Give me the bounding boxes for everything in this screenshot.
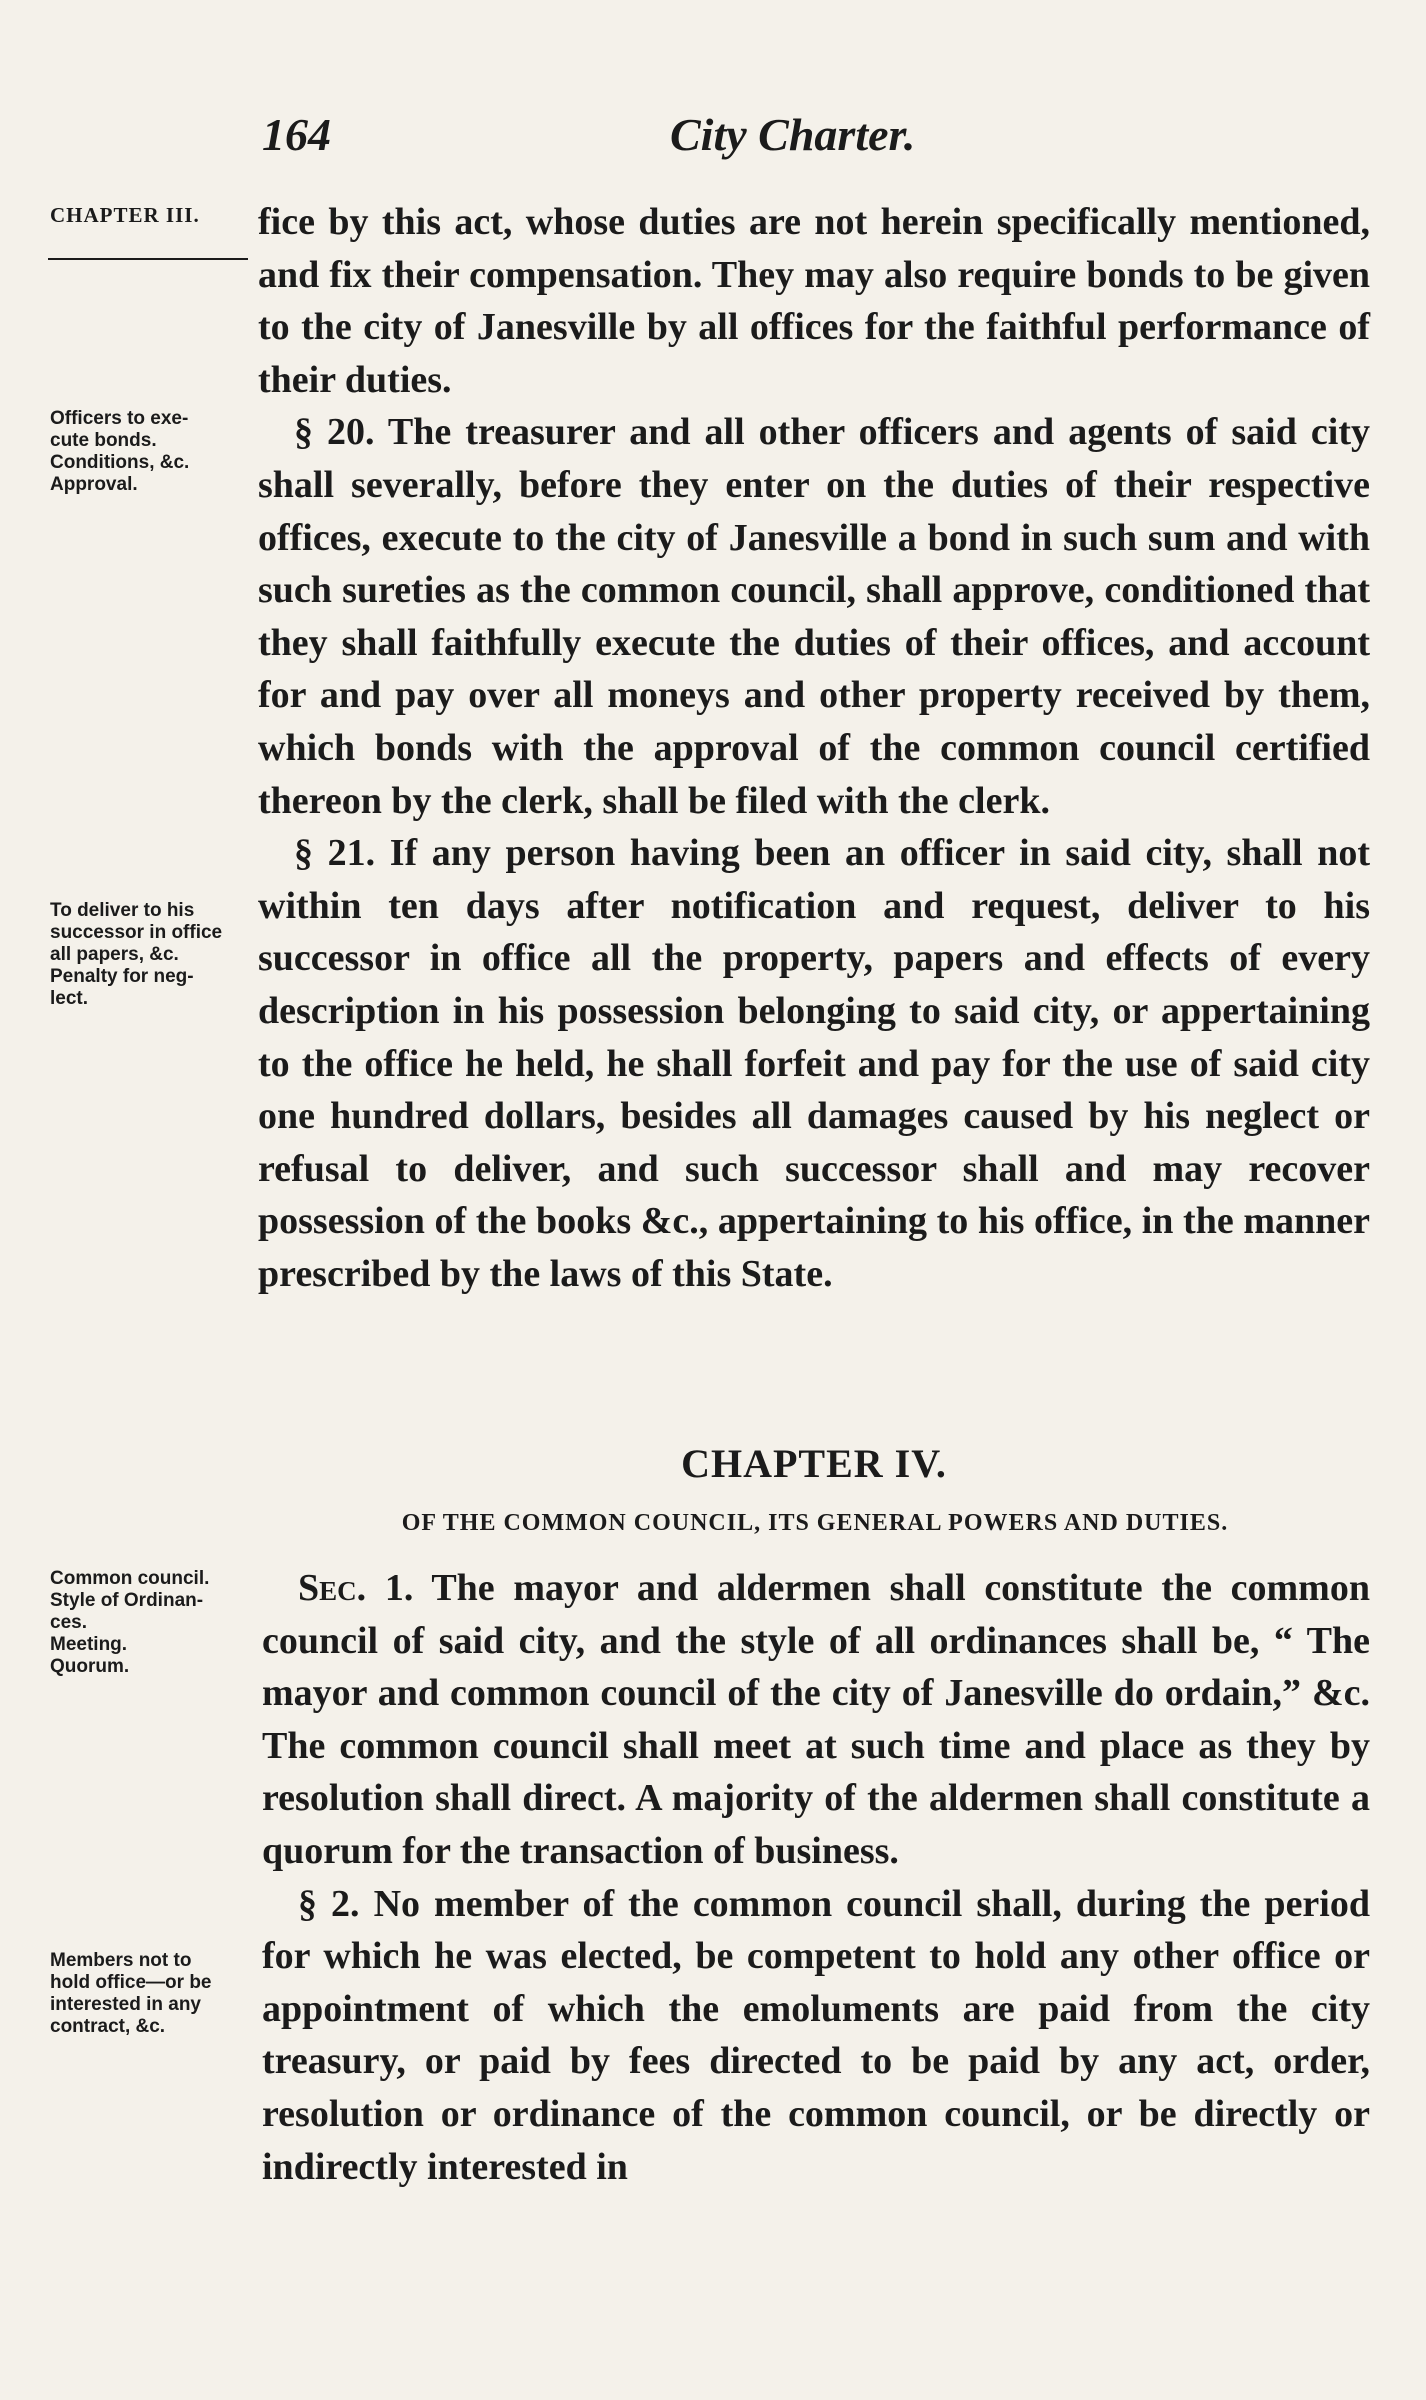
margin-note-common-council (50, 1568, 250, 1678)
section-21-paragraph: § 21. If any person having been an officer in said city, shall not within ten days after notification and request, deliver to his successor in office all the property, papers and effects of every description in his possession belonging to said city, or appertaining to the office he held, he shall forfeit and pay for the use of said city one hundred dollars, besides all damages caused by his neglect or refusal to deliver, and such successor shall and may recover possession of the books &c., appertaining to his office, in the manner prescribed by the laws of this State. (258, 832, 1370, 1295)
margin-note-line: Officers to exe- (50, 408, 189, 429)
section-20-paragraph: § 20. The treasurer and all other officers and agents of said city shall severally, before they enter on the duties of their respective offices, execute to the city of Janesville a bond in such sum and with such sureties as the common council, shall approve, conditioned that they shall faithfully execute the duties of their offices, and account for and pay over all moneys and other property received by them, which bonds with the approval of the common council certified thereon by the clerk, shall be filed with the clerk. (258, 411, 1370, 822)
continuation-paragraph: fice by this act, whose duties are not herein specifically mentioned, and fix their compensation. They may also require bonds to be given to the city of Janesville by all offices for the faithful performance of their duties. (258, 201, 1370, 401)
margin-note-line: all papers, &c. (50, 944, 179, 965)
chapter-subtitle: OF THE COMMON COUNCIL, ITS GENERAL POWERS AND DUTIES. (401, 1510, 1229, 1536)
margin-note-officers-bonds (50, 408, 250, 496)
margin-note-line: To deliver to his (50, 900, 195, 921)
margin-note-members-office (50, 1950, 250, 2038)
margin-note-line: Common council. (50, 1568, 210, 1589)
margin-note-line: Quorum. (50, 1656, 130, 1677)
section-2-paragraph: § 2. No member of the common council shall, during the period for which he was elected, be competent to hold any other office or appointment of which the emoluments are paid from the city treasury, or paid by fees directed to be paid by any act, order, resolution or ordinance of the common council, or be directly or indirectly interested in (262, 1882, 1370, 2188)
margin-note-line: ces. (50, 1612, 87, 1633)
running-title: City Charter. (670, 109, 916, 160)
body-text-chapter-3 (258, 196, 1370, 1300)
margin-note-line: Meeting. (50, 1634, 128, 1655)
margin-note-deliver-papers (50, 900, 250, 1010)
page-header (0, 108, 1426, 178)
section-1-paragraph (262, 1562, 1370, 1878)
section-1-text: The mayor and aldermen shall constitute the common council of said city, and the style of all ordinances shall be, “ The mayor and common council of the city of Janesville do ordain,” &c. The common council shall meet at such time and place as they by resolution shall direct. A majority of the aldermen shall constitute a quorum for the transaction of business. (262, 1567, 1370, 1872)
chapter-title: CHAPTER IV. (681, 1441, 947, 1486)
margin-note-line: Style of Ordinan- (50, 1590, 204, 1611)
margin-note-line: Penalty for neg- (50, 966, 194, 987)
margin-note-line: cute bonds. (50, 430, 157, 451)
margin-note-line: interested in any (50, 1994, 201, 2015)
margin-note-line: Approval. (50, 474, 138, 495)
margin-note-line: contract, &c. (50, 2016, 166, 2037)
body-text-chapter-4 (262, 1562, 1370, 2193)
margin-note-line: Conditions, &c. (50, 452, 190, 473)
margin-note-line: lect. (50, 988, 89, 1009)
margin-note-line: Members not to (50, 1950, 192, 1971)
margin-chapter-label: CHAPTER III. (50, 203, 200, 227)
margin-note-line: hold office—or be (50, 1972, 212, 1993)
margin-note-line: successor in office (50, 922, 223, 943)
section-1-label: Sec. 1. (298, 1567, 414, 1609)
page-number: 164 (262, 109, 331, 160)
margin-rule (48, 258, 248, 260)
